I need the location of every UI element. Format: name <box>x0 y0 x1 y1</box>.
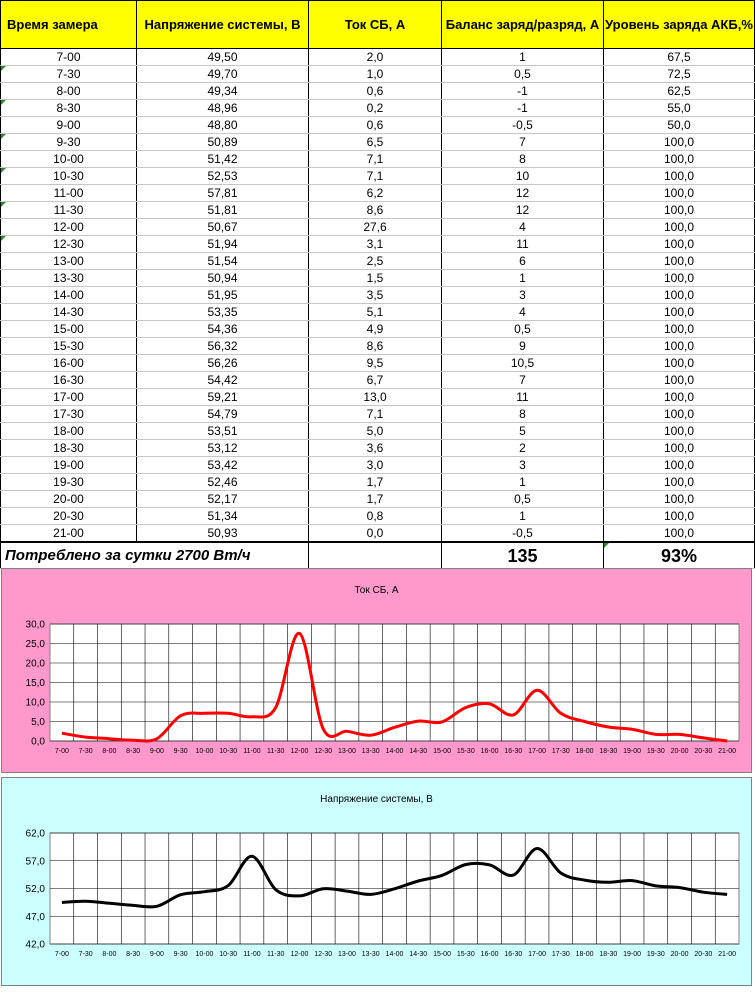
cell-time: 20-00 <box>1 491 137 508</box>
cell-time: 12-00 <box>1 219 137 236</box>
x-tick-label: 17-30 <box>551 951 570 958</box>
cell-voltage: 50,93 <box>137 525 309 543</box>
current-chart <box>2 569 751 772</box>
table-row <box>1 219 755 236</box>
x-tick-label: 10-00 <box>195 951 214 958</box>
x-tick-label: 17-00 <box>528 748 547 755</box>
cell-balance: -0,5 <box>442 525 604 543</box>
cell-current: 5,0 <box>309 423 442 440</box>
table-row <box>1 83 755 100</box>
table-row <box>1 202 755 219</box>
cell-balance: 4 <box>442 219 604 236</box>
x-tick-label: 7-30 <box>78 951 93 958</box>
table-row <box>1 440 755 457</box>
x-tick-label: 11-00 <box>243 748 261 755</box>
header-voltage: Напряжение системы, В <box>137 1 309 49</box>
cell-charge-level: 100,0 <box>604 321 755 338</box>
x-tick-label: 17-30 <box>551 748 570 755</box>
table-row <box>1 372 755 389</box>
cell-voltage: 48,80 <box>137 117 309 134</box>
cell-voltage: 50,89 <box>137 134 309 151</box>
x-tick-label: 9-30 <box>173 748 188 755</box>
x-tick-label: 21-00 <box>718 748 737 755</box>
table-row <box>1 457 755 474</box>
x-tick-label: 12-00 <box>290 951 309 958</box>
header-balance: Баланс заряд/разряд, А <box>442 1 604 49</box>
x-tick-label: 19-00 <box>623 748 642 755</box>
current-chart-panel <box>1 568 752 773</box>
x-tick-label: 11-00 <box>243 951 261 958</box>
cell-balance: 1 <box>442 49 604 66</box>
x-tick-label: 15-00 <box>433 951 451 958</box>
cell-current: 7,1 <box>309 151 442 168</box>
cell-voltage: 51,34 <box>137 508 309 525</box>
x-tick-label: 17-00 <box>528 951 547 958</box>
x-tick-label: 15-00 <box>433 748 451 755</box>
cell-time: 20-30 <box>1 508 137 525</box>
cell-voltage: 54,36 <box>137 321 309 338</box>
table-row <box>1 304 755 321</box>
cell-balance: 0,5 <box>442 66 604 83</box>
x-tick-label: 10-00 <box>195 748 214 755</box>
cell-balance: 8 <box>442 406 604 423</box>
table-row <box>1 508 755 525</box>
cell-voltage: 50,67 <box>137 219 309 236</box>
cell-voltage: 50,94 <box>137 270 309 287</box>
cell-current: 7,1 <box>309 406 442 423</box>
x-tick-label: 10-30 <box>219 748 238 755</box>
cell-charge-level: 100,0 <box>604 304 755 321</box>
cell-charge-level: 100,0 <box>604 219 755 236</box>
table-row <box>1 525 755 543</box>
x-tick-label: 19-30 <box>646 748 665 755</box>
cell-time: 9-30 <box>1 134 137 151</box>
cell-time: 11-00 <box>1 185 137 202</box>
x-tick-label: 19-00 <box>623 951 642 958</box>
table-row <box>1 49 755 66</box>
x-tick-label: 20-30 <box>694 951 713 958</box>
table-row <box>1 66 755 83</box>
x-tick-label: 18-00 <box>575 951 594 958</box>
cell-voltage: 56,26 <box>137 355 309 372</box>
cell-balance: 11 <box>442 389 604 406</box>
cell-charge-level: 100,0 <box>604 508 755 525</box>
cell-voltage: 53,35 <box>137 304 309 321</box>
cell-time: 10-30 <box>1 168 137 185</box>
cell-balance: 1 <box>442 270 604 287</box>
x-tick-label: 10-30 <box>219 951 238 958</box>
cell-voltage: 54,42 <box>137 372 309 389</box>
x-tick-label: 14-30 <box>409 748 428 755</box>
x-tick-label: 13-30 <box>361 951 380 958</box>
x-tick-label: 12-00 <box>290 748 309 755</box>
total-row <box>1 542 755 569</box>
x-tick-label: 13-30 <box>361 748 380 755</box>
cell-time: 18-30 <box>1 440 137 457</box>
total-balance: 135 <box>442 542 604 569</box>
x-tick-label: 19-30 <box>646 951 665 958</box>
cell-voltage: 48,96 <box>137 100 309 117</box>
cell-balance: 0,5 <box>442 321 604 338</box>
y-tick-label: 20,0 <box>25 658 45 670</box>
y-tick-label: 10,0 <box>25 697 45 709</box>
cell-time: 14-00 <box>1 287 137 304</box>
cell-voltage: 52,46 <box>137 474 309 491</box>
x-tick-label: 18-00 <box>575 748 594 755</box>
cell-current: 7,1 <box>309 168 442 185</box>
table-row <box>1 168 755 185</box>
cell-charge-level: 100,0 <box>604 253 755 270</box>
cell-current: 13,0 <box>309 389 442 406</box>
total-consumption-label: Потреблено за сутки 2700 Вт/ч <box>1 542 309 569</box>
table-row <box>1 338 755 355</box>
cell-voltage: 51,42 <box>137 151 309 168</box>
cell-charge-level: 100,0 <box>604 134 755 151</box>
x-tick-label: 9-00 <box>149 748 164 755</box>
cell-time: 19-00 <box>1 457 137 474</box>
cell-current: 3,6 <box>309 440 442 457</box>
cell-charge-level: 55,0 <box>604 100 755 117</box>
cell-voltage: 51,81 <box>137 202 309 219</box>
x-tick-label: 8-30 <box>126 951 141 958</box>
cell-charge-level: 100,0 <box>604 287 755 304</box>
cell-balance: 7 <box>442 134 604 151</box>
cell-balance: 1 <box>442 474 604 491</box>
cell-charge-level: 100,0 <box>604 338 755 355</box>
x-tick-label: 20-00 <box>670 951 689 958</box>
cell-charge-level: 100,0 <box>604 236 755 253</box>
cell-charge-level: 100,0 <box>604 474 755 491</box>
table-row <box>1 117 755 134</box>
cell-voltage: 52,17 <box>137 491 309 508</box>
y-tick-label: 47,0 <box>25 911 45 923</box>
cell-charge-level: 50,0 <box>604 117 755 134</box>
cell-time: 15-30 <box>1 338 137 355</box>
cell-time: 11-30 <box>1 202 137 219</box>
cell-time: 18-00 <box>1 423 137 440</box>
table-row <box>1 321 755 338</box>
total-charge-level: 93% <box>604 542 755 569</box>
total-empty-cell <box>309 542 442 569</box>
x-tick-label: 12-30 <box>314 748 333 755</box>
cell-charge-level: 100,0 <box>604 372 755 389</box>
cell-current: 2,0 <box>309 49 442 66</box>
cell-charge-level: 100,0 <box>604 525 755 543</box>
cell-current: 1,5 <box>309 270 442 287</box>
x-tick-label: 15-30 <box>456 951 475 958</box>
table-row <box>1 185 755 202</box>
x-tick-label: 11-30 <box>267 951 285 958</box>
cell-current: 2,5 <box>309 253 442 270</box>
x-tick-label: 8-30 <box>126 748 141 755</box>
cell-voltage: 54,79 <box>137 406 309 423</box>
cell-voltage: 49,70 <box>137 66 309 83</box>
cell-charge-level: 100,0 <box>604 202 755 219</box>
cell-charge-level: 100,0 <box>604 440 755 457</box>
voltage-chart-panel <box>1 777 752 986</box>
cell-voltage: 53,42 <box>137 457 309 474</box>
table-body <box>1 49 755 543</box>
y-tick-label: 42,0 <box>25 939 45 951</box>
x-tick-label: 13-00 <box>338 748 356 755</box>
cell-balance: 7 <box>442 372 604 389</box>
x-tick-label: 9-00 <box>149 951 164 958</box>
x-tick-label: 9-30 <box>173 951 188 958</box>
cell-time: 17-30 <box>1 406 137 423</box>
cell-balance: -0,5 <box>442 117 604 134</box>
cell-time: 15-00 <box>1 321 137 338</box>
table-row <box>1 474 755 491</box>
cell-charge-level: 100,0 <box>604 457 755 474</box>
cell-current: 0,6 <box>309 83 442 100</box>
x-tick-label: 15-30 <box>456 748 475 755</box>
x-tick-label: 20-00 <box>670 748 689 755</box>
cell-charge-level: 100,0 <box>604 491 755 508</box>
cell-current: 0,2 <box>309 100 442 117</box>
cell-charge-level: 62,5 <box>604 83 755 100</box>
table-row <box>1 253 755 270</box>
cell-current: 1,7 <box>309 491 442 508</box>
cell-current: 4,9 <box>309 321 442 338</box>
cell-time: 16-00 <box>1 355 137 372</box>
cell-balance: 4 <box>442 304 604 321</box>
cell-charge-level: 72,5 <box>604 66 755 83</box>
x-tick-label: 14-00 <box>385 748 404 755</box>
cell-time: 13-30 <box>1 270 137 287</box>
cell-voltage: 57,81 <box>137 185 309 202</box>
cell-balance: 0,5 <box>442 491 604 508</box>
chart-title: Напряжение системы, В <box>320 794 433 805</box>
cell-charge-level: 100,0 <box>604 355 755 372</box>
x-tick-label: 20-30 <box>694 748 713 755</box>
cell-current: 6,5 <box>309 134 442 151</box>
cell-voltage: 53,51 <box>137 423 309 440</box>
cell-current: 0,6 <box>309 117 442 134</box>
cell-balance: 10,5 <box>442 355 604 372</box>
cell-charge-level: 100,0 <box>604 423 755 440</box>
table-row <box>1 491 755 508</box>
y-tick-label: 25,0 <box>25 639 45 650</box>
x-tick-label: 13-00 <box>338 951 356 958</box>
table-row <box>1 389 755 406</box>
header-current: Ток СБ, А <box>309 1 442 49</box>
cell-current: 8,6 <box>309 338 442 355</box>
table-row <box>1 406 755 423</box>
y-tick-label: 62,0 <box>25 828 45 840</box>
y-tick-label: 52,0 <box>25 884 45 895</box>
header-row <box>1 1 755 49</box>
cell-current: 27,6 <box>309 219 442 236</box>
cell-charge-level: 100,0 <box>604 270 755 287</box>
x-tick-label: 8-00 <box>102 951 117 958</box>
cell-time: 21-00 <box>1 525 137 543</box>
x-tick-label: 16-30 <box>504 951 523 958</box>
x-tick-label: 18-30 <box>599 748 618 755</box>
cell-time: 9-00 <box>1 117 137 134</box>
y-tick-label: 0,0 <box>31 736 45 748</box>
cell-voltage: 51,54 <box>137 253 309 270</box>
y-tick-label: 15,0 <box>25 678 45 689</box>
cell-charge-level: 100,0 <box>604 406 755 423</box>
cell-balance: 12 <box>442 185 604 202</box>
cell-time: 12-30 <box>1 236 137 253</box>
cell-balance: 5 <box>442 423 604 440</box>
cell-time: 7-00 <box>1 49 137 66</box>
cell-current: 8,6 <box>309 202 442 219</box>
x-tick-label: 7-00 <box>54 951 69 958</box>
cell-time: 14-30 <box>1 304 137 321</box>
cell-voltage: 52,53 <box>137 168 309 185</box>
cell-balance: 8 <box>442 151 604 168</box>
table-row <box>1 355 755 372</box>
cell-time: 10-00 <box>1 151 137 168</box>
x-tick-label: 7-00 <box>54 748 69 755</box>
cell-balance: 11 <box>442 236 604 253</box>
cell-voltage: 56,32 <box>137 338 309 355</box>
cell-time: 16-30 <box>1 372 137 389</box>
x-tick-label: 11-30 <box>267 748 285 755</box>
cell-current: 5,1 <box>309 304 442 321</box>
cell-charge-level: 100,0 <box>604 185 755 202</box>
y-tick-label: 30,0 <box>25 619 45 631</box>
cell-balance: 1 <box>442 508 604 525</box>
x-tick-label: 18-30 <box>599 951 618 958</box>
x-tick-label: 14-00 <box>385 951 404 958</box>
cell-voltage: 49,34 <box>137 83 309 100</box>
cell-charge-level: 100,0 <box>604 389 755 406</box>
header-charge-level: Уровень заряда АКБ,% <box>604 1 755 49</box>
cell-current: 3,5 <box>309 287 442 304</box>
table-row <box>1 236 755 253</box>
cell-voltage: 59,21 <box>137 389 309 406</box>
chart-title: Ток СБ, А <box>354 585 399 596</box>
cell-current: 0,0 <box>309 525 442 543</box>
x-tick-label: 8-00 <box>102 748 117 755</box>
cell-current: 0,8 <box>309 508 442 525</box>
cell-time: 17-00 <box>1 389 137 406</box>
x-tick-label: 21-00 <box>718 951 737 958</box>
cell-charge-level: 100,0 <box>604 151 755 168</box>
cell-charge-level: 100,0 <box>604 168 755 185</box>
cell-balance: 6 <box>442 253 604 270</box>
cell-balance: 3 <box>442 457 604 474</box>
y-tick-label: 5,0 <box>31 717 45 728</box>
cell-time: 8-00 <box>1 83 137 100</box>
cell-current: 3,0 <box>309 457 442 474</box>
cell-balance: 3 <box>442 287 604 304</box>
x-tick-label: 14-30 <box>409 951 428 958</box>
cell-time: 7-30 <box>1 66 137 83</box>
table-row <box>1 100 755 117</box>
cell-time: 8-30 <box>1 100 137 117</box>
cell-current: 6,7 <box>309 372 442 389</box>
x-tick-label: 7-30 <box>78 748 93 755</box>
y-tick-label: 57,0 <box>25 856 45 868</box>
cell-current: 9,5 <box>309 355 442 372</box>
cell-charge-level: 67,5 <box>604 49 755 66</box>
cell-voltage: 53,12 <box>137 440 309 457</box>
x-tick-label: 16-00 <box>480 951 499 958</box>
cell-balance: 10 <box>442 168 604 185</box>
table-row <box>1 270 755 287</box>
cell-voltage: 51,94 <box>137 236 309 253</box>
voltage-chart <box>2 778 751 985</box>
cell-time: 19-30 <box>1 474 137 491</box>
table-row <box>1 134 755 151</box>
cell-voltage: 51,95 <box>137 287 309 304</box>
header-time: Время замера <box>1 1 137 49</box>
cell-current: 3,1 <box>309 236 442 253</box>
cell-current: 1,7 <box>309 474 442 491</box>
cell-current: 6,2 <box>309 185 442 202</box>
x-tick-label: 16-00 <box>480 748 499 755</box>
cell-voltage: 49,50 <box>137 49 309 66</box>
table-row <box>1 423 755 440</box>
x-tick-label: 16-30 <box>504 748 523 755</box>
table-row <box>1 151 755 168</box>
cell-balance: 9 <box>442 338 604 355</box>
cell-time: 13-00 <box>1 253 137 270</box>
cell-balance: -1 <box>442 83 604 100</box>
cell-balance: 2 <box>442 440 604 457</box>
x-tick-label: 12-30 <box>314 951 333 958</box>
cell-balance: -1 <box>442 100 604 117</box>
cell-current: 1,0 <box>309 66 442 83</box>
cell-balance: 12 <box>442 202 604 219</box>
table-row <box>1 287 755 304</box>
